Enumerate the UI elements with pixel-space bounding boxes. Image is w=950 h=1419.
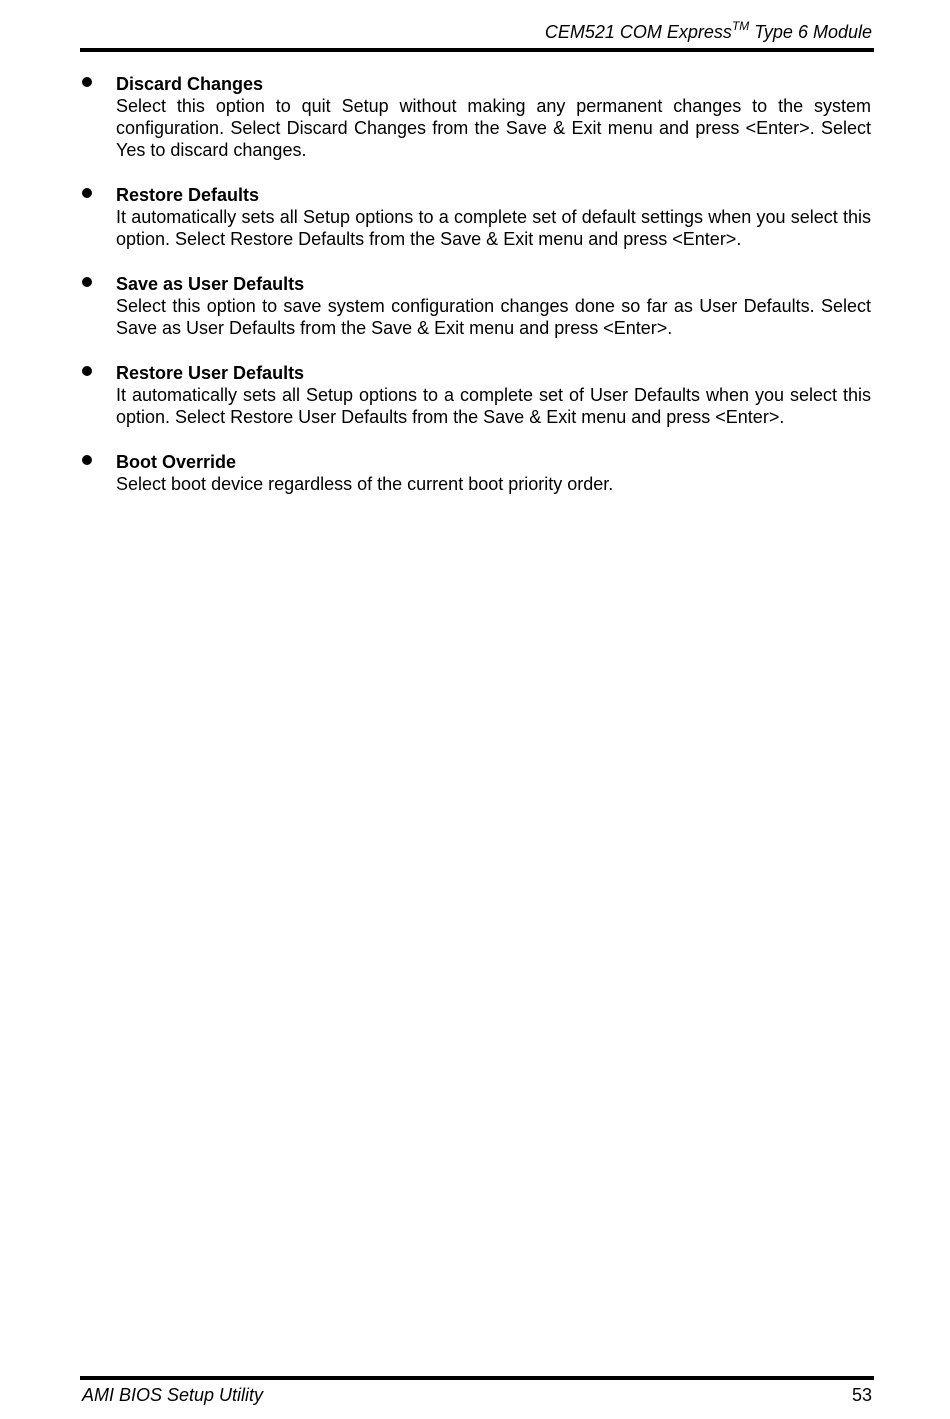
bullet-icon	[82, 366, 92, 376]
document-title-prefix: CEM521 COM Express	[544, 22, 732, 42]
list-item-discard-changes	[80, 73, 874, 161]
item-title: Boot Override	[116, 452, 237, 472]
list-item-save-as-user-defaults	[80, 273, 874, 339]
list-item-restore-defaults	[80, 184, 874, 250]
bullet-icon	[82, 77, 92, 87]
item-title: Discard Changes	[116, 74, 264, 94]
bullet-icon	[82, 188, 92, 198]
item-description: It automatically sets all Setup options to a complete set of default settings when you select this option. Select Restore Defaults from the Save & Exit menu and press <Enter>.	[116, 207, 871, 249]
page-footer	[80, 1376, 874, 1414]
footer-section-title: AMI BIOS Setup Utility	[82, 1385, 264, 1405]
list-item-restore-user-defaults	[80, 362, 874, 428]
item-title: Restore User Defaults	[116, 363, 305, 383]
item-description: It automatically sets all Setup options to a complete set of User Defaults when you select this option. Select Restore User Defaults from the Save & Exit menu and press <Enter>.	[116, 385, 871, 427]
page-content	[80, 73, 874, 518]
item-title: Restore Defaults	[116, 185, 260, 205]
trademark-superscript: TM	[731, 19, 750, 33]
document-title-suffix: Type 6 Module	[749, 22, 872, 42]
item-title: Save as User Defaults	[116, 274, 305, 294]
page-number: 53	[851, 1385, 872, 1405]
bullet-icon	[82, 455, 92, 465]
item-description: Select this option to quit Setup without making any permanent changes to the system configuration. Select Discard Changes from the Save & Exit menu and press <Enter>. Select Yes to discard changes.	[116, 96, 871, 160]
item-description: Select boot device regardless of the current boot priority order.	[116, 474, 614, 494]
item-description: Select this option to save system configuration changes done so far as User Defaults. Select Save as User Defaults from the Save & Exit menu and press <Enter>.	[116, 296, 871, 338]
document-title	[545, 20, 872, 43]
page-header	[80, 18, 874, 52]
bullet-icon	[82, 277, 92, 287]
list-item-boot-override	[80, 451, 874, 495]
